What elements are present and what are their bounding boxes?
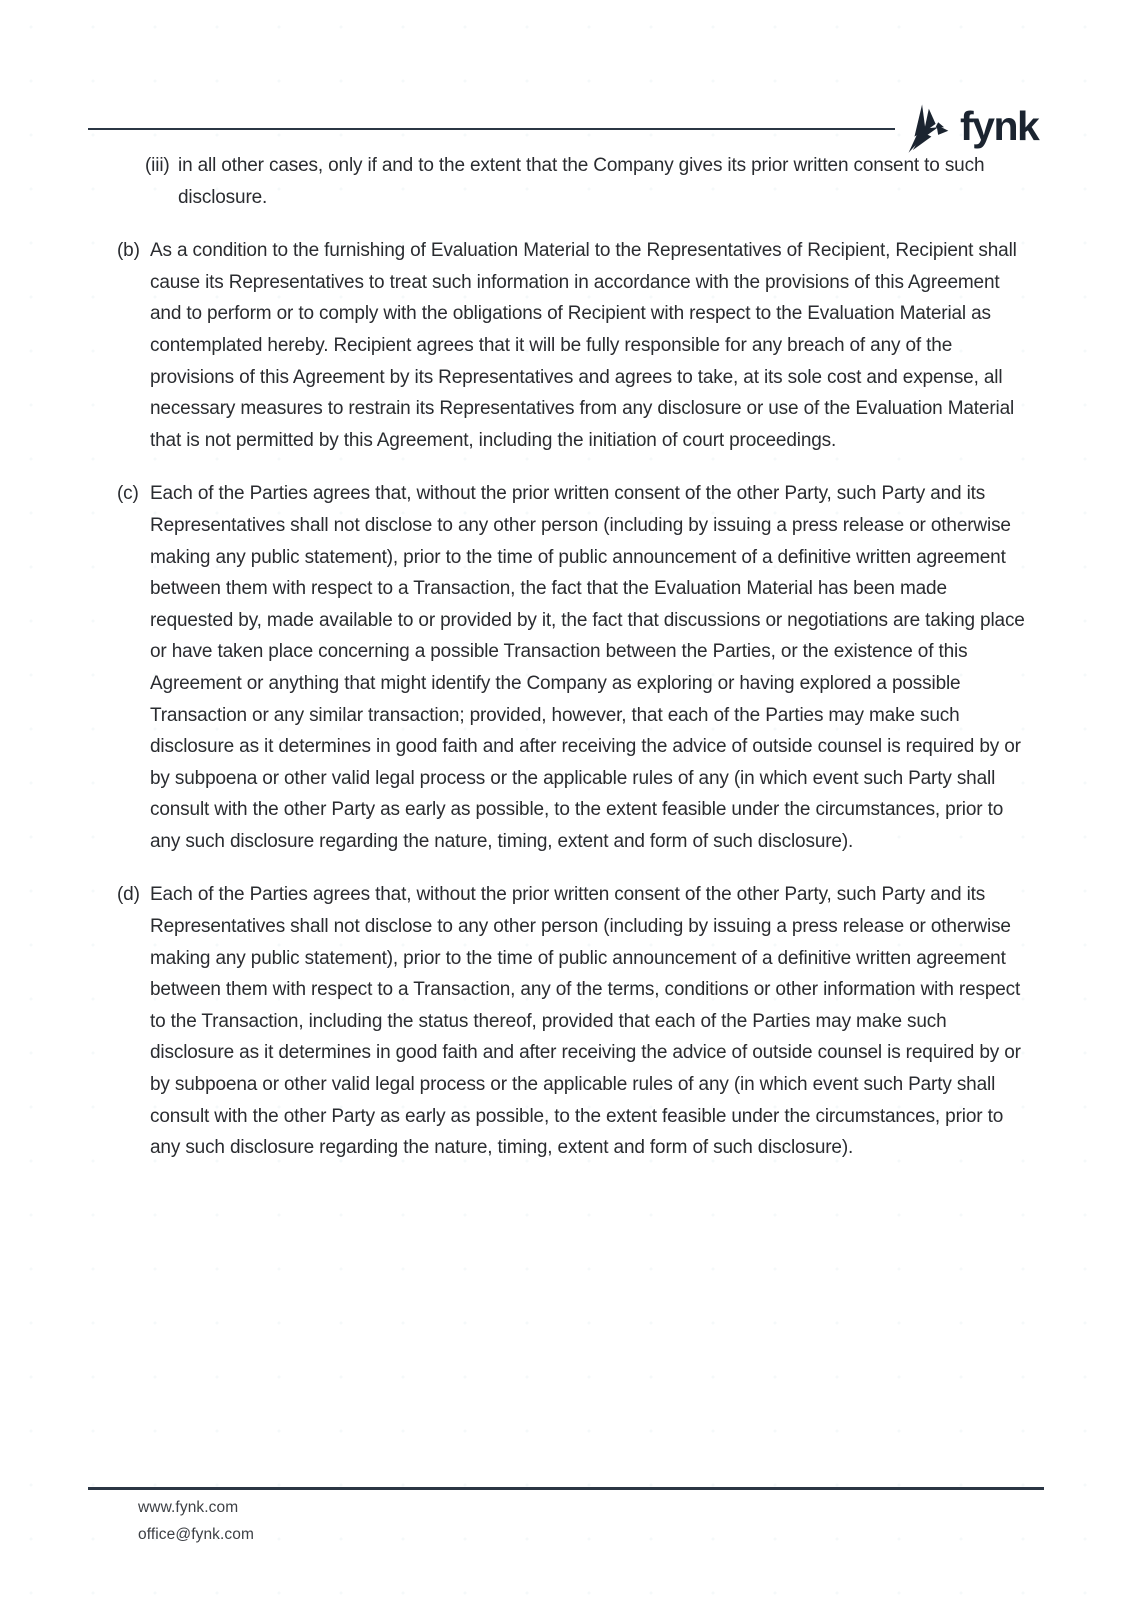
clause-text: in all other cases, only if and to the extent that the Company gives its prior written consent to such disclosure. [178,155,985,208]
brand-wordmark: fynk [960,102,1039,149]
footer-contact [138,1494,254,1548]
footer-email: office@fynk.com [138,1526,255,1543]
clause-label: (d) [117,884,140,906]
clause-text: Each of the Parties agrees that, without the prior written consent of the other Party, such Party and its Representatives shall not disclose to any other person (including by issuing a press release or otherwise making any public statement), prior to the time of public announcement of a definitive written agreement between them with respect to a Transaction, the fact that the Evaluation Material has been made requested by, made available to or provided by it, the fact that discussions or negotiations are taking place or have taken place concerning a possible Transaction between the Parties, or the existence of this Agreement or anything that might identify the Company as exploring or having explored a possible Transaction or any similar transaction; provided, however, that each of the Parties may make such disclosure as it determines in good faith and after receiving the advice of outside counsel is required by or by subpoena or other valid legal process or the applicable rules of any (in which event such Party shall consult with the other Party as early as possible, to the extent feasible under the circumstances, prior to any such disclosure regarding the nature, timing, extent and form of such disclosure). [150,483,1025,852]
header-rule [88,128,895,130]
clause-label: (b) [117,240,140,262]
clause-label: (c) [117,483,139,505]
clause-text: As a condition to the furnishing of Evaluation Material to the Representatives of Recipient, Recipient shall cause its Representatives to treat such information in accordance with the provisions of this Agreement and to perform or to comply with the obligations of Recipient with respect to the Evaluation Material as contemplated hereby. Recipient agrees that it will be fully responsible for any breach of any of the provisions of this Agreement by its Representatives and agrees to take, at its sole cost and expense, all necessary measures to restrain its Representatives from any disclosure or use of the Evaluation Material that is not permitted by this Agreement, including the initiation of court proceedings. [150,240,1017,451]
origami-bird-icon [906,101,950,157]
clause-b [88,235,1040,456]
footer-website: www.fynk.com [138,1499,239,1516]
clause-c [88,478,1040,857]
agreement-body [88,150,1040,1186]
clause-label: (iii) [145,155,170,176]
clause-iii [88,150,1040,213]
clause-d [88,879,1040,1163]
clause-text: Each of the Parties agrees that, without the prior written consent of the other Party, such Party and its Representatives shall not disclose to any other person (including by issuing a press release or otherwise making any public statement), prior to the time of public announcement of a definitive written agreement between them with respect to a Transaction, any of the terms, conditions or other information with respect to the Transaction, including the status thereof, provided that each of the Parties may make such disclosure as it determines in good faith and after receiving the advice of outside counsel is required by or by subpoena or other valid legal process or the applicable rules of any (in which event such Party shall consult with the other Party as early as possible, to the extent feasible under the circumstances, prior to any such disclosure regarding the nature, timing, extent and form of such disclosure). [150,884,1021,1159]
footer-rule [88,1487,1044,1490]
